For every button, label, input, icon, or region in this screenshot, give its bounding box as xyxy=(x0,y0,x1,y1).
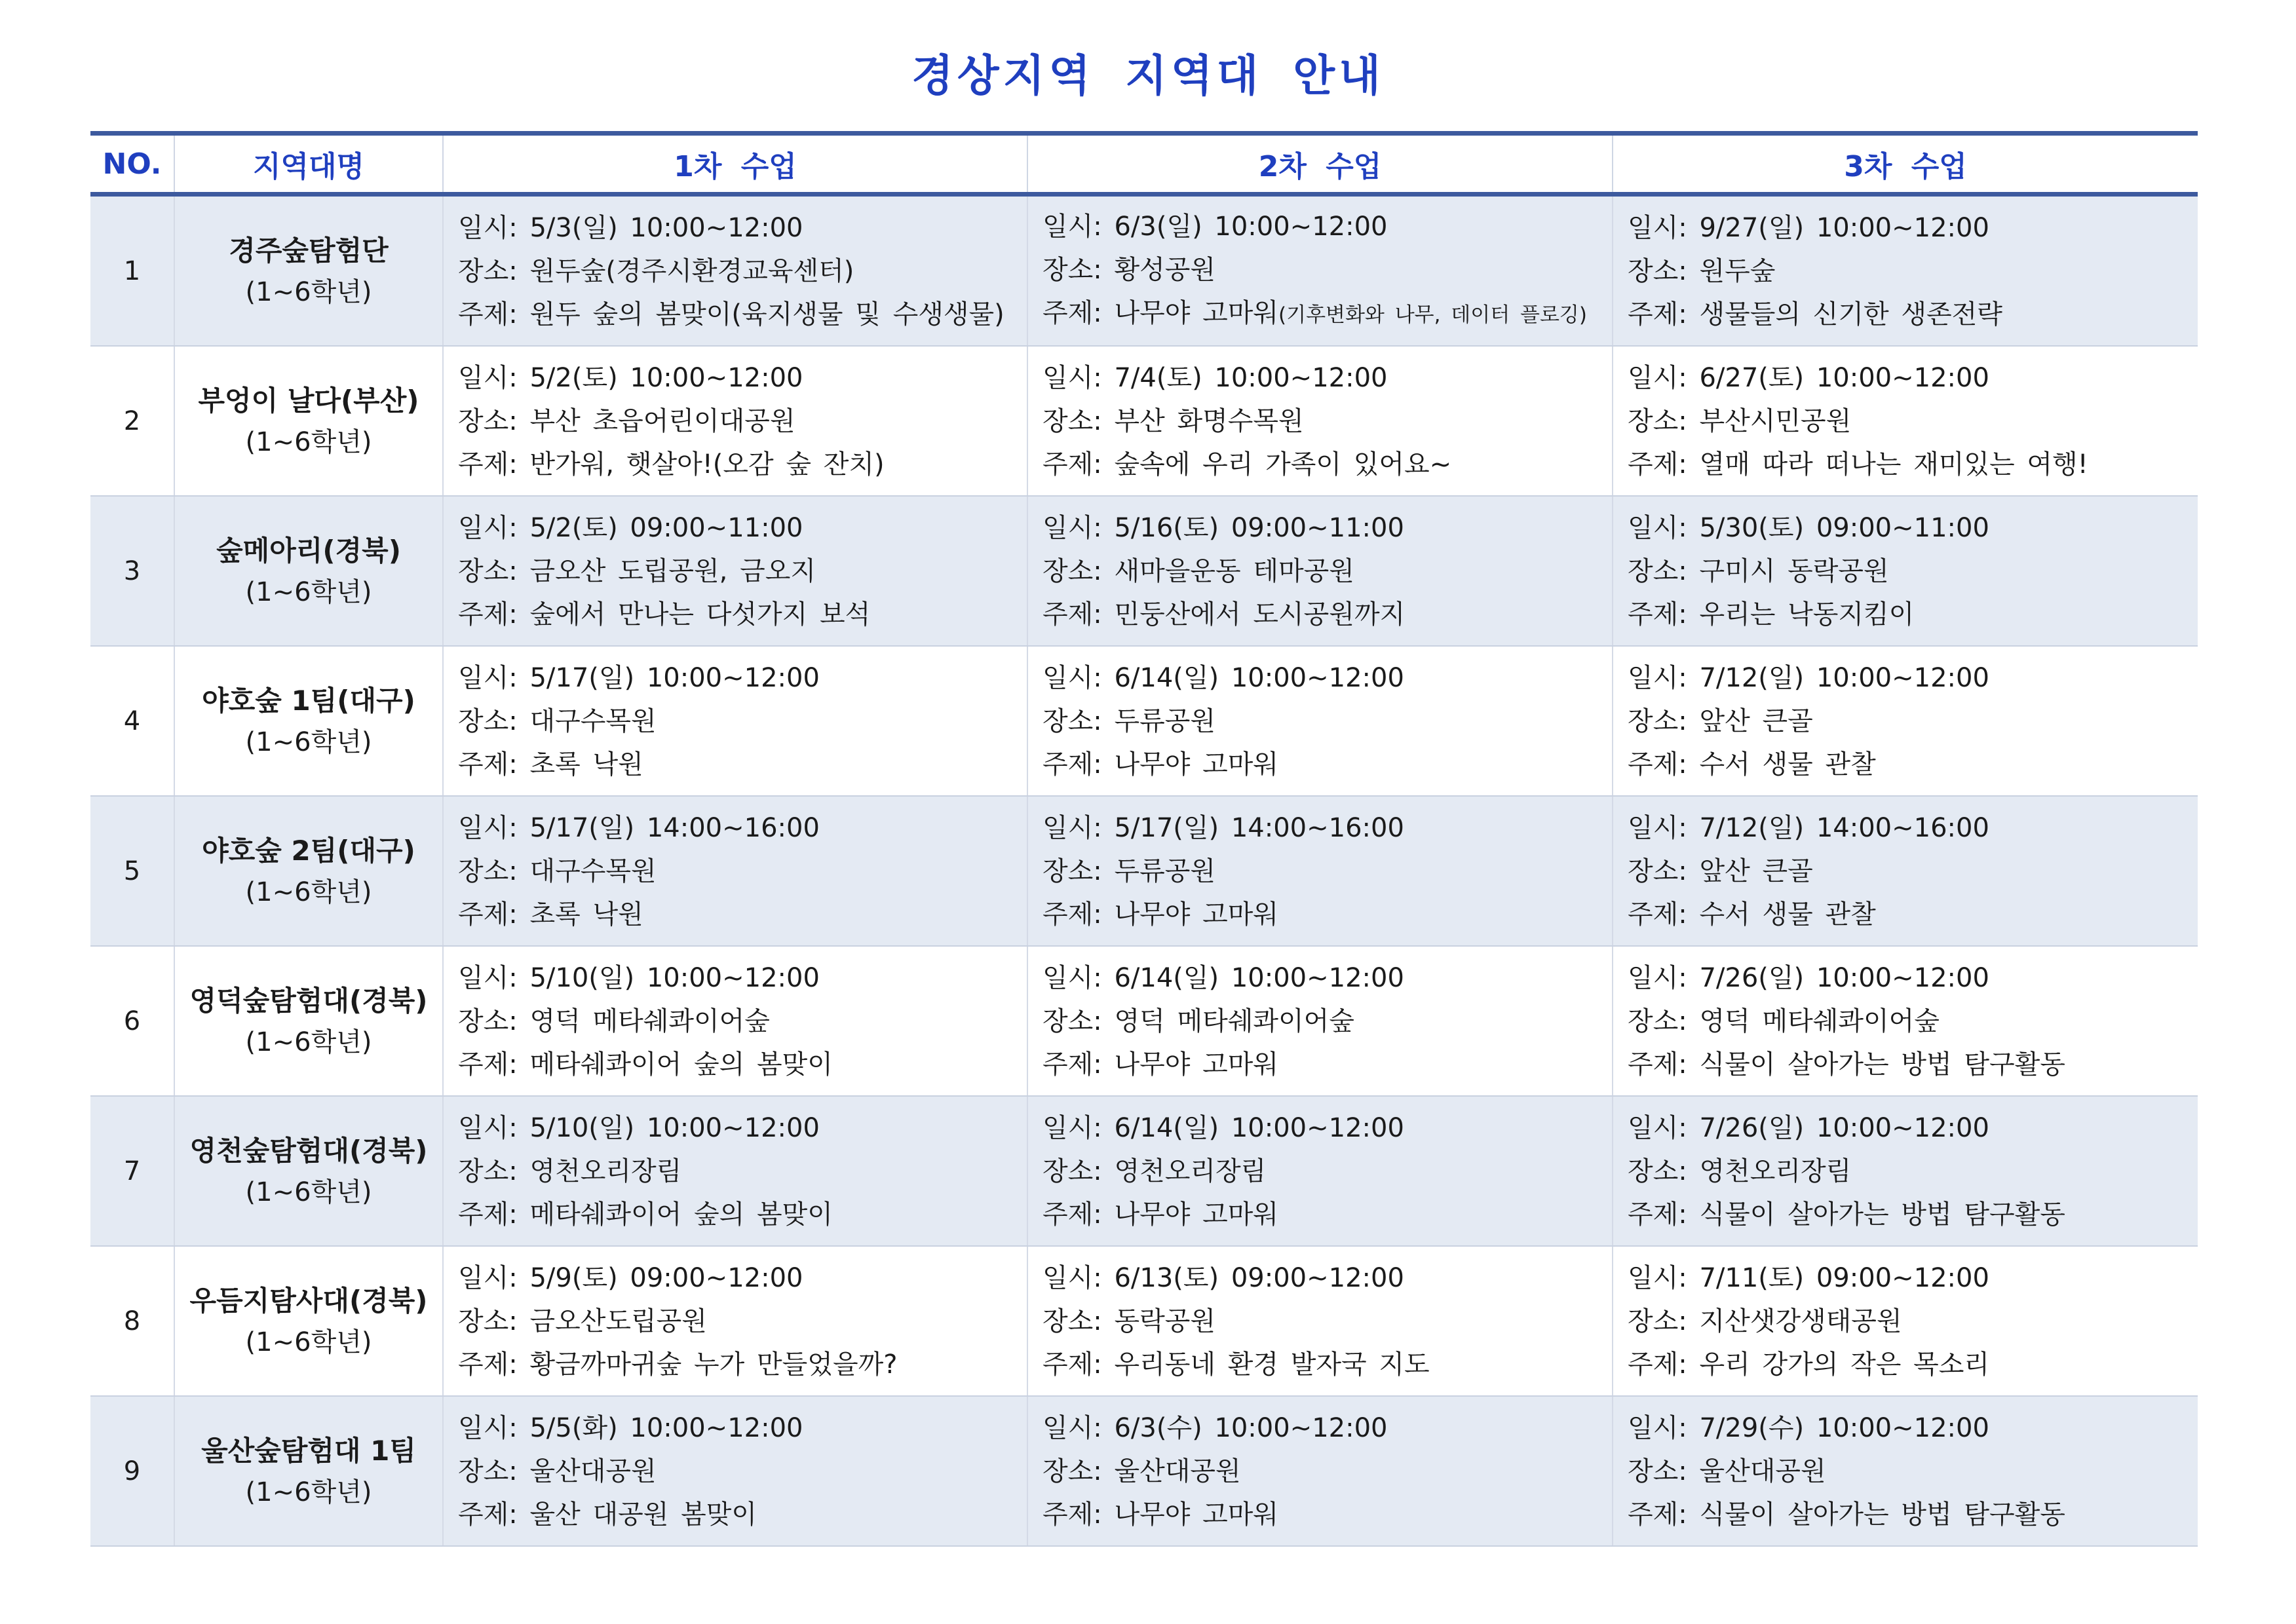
session-topic-text: 주제: 나무야 고마워 xyxy=(1043,1499,1279,1530)
team-cell xyxy=(174,1096,443,1246)
session-3-cell xyxy=(1613,796,2198,946)
session-1-cell xyxy=(443,1396,1027,1546)
session-3-cell xyxy=(1613,195,2198,347)
session-date xyxy=(1628,1407,2198,1450)
session-topic xyxy=(458,893,1027,936)
team-name: 부엉이 날다(부산) xyxy=(198,384,419,417)
session-3-cell xyxy=(1613,646,2198,796)
session-date xyxy=(458,656,1027,700)
table-row xyxy=(90,1096,2198,1246)
session-topic xyxy=(1043,1043,1612,1086)
session-place-text: 장소: 울산대공원 xyxy=(1043,1456,1241,1486)
session-date-text: 일시: 6/3(일) 10:00~12:00 xyxy=(1043,212,1388,242)
row-number: 2 xyxy=(90,346,174,496)
session-date-text: 일시: 7/12(일) 14:00~16:00 xyxy=(1628,812,1989,843)
team-name: 영천숲탐험대(경북) xyxy=(189,1134,428,1167)
session-topic-text: 주제: 울산 대공원 봄맞이 xyxy=(458,1499,757,1530)
session-3-cell xyxy=(1613,1246,2198,1396)
session-place-text: 장소: 새마을운동 테마공원 xyxy=(1043,556,1354,586)
header-no: NO. xyxy=(90,134,174,195)
session-date xyxy=(1043,205,1612,248)
session-date xyxy=(1043,656,1612,700)
session-1-cell xyxy=(443,646,1027,796)
session-date xyxy=(458,806,1027,850)
session-topic xyxy=(458,1493,1027,1536)
session-place xyxy=(1628,1300,2198,1343)
session-place-text: 장소: 앞산 큰골 xyxy=(1628,706,1813,736)
page-title: 경상지역 지역대 안내 xyxy=(911,50,1385,101)
session-place-text: 장소: 원두숲 xyxy=(1628,255,1776,286)
session-place xyxy=(1628,1450,2198,1493)
session-date xyxy=(458,956,1027,1000)
session-topic xyxy=(1628,893,2198,936)
session-place xyxy=(1043,700,1612,743)
session-topic xyxy=(458,1193,1027,1236)
session-date-text: 일시: 5/2(토) 10:00~12:00 xyxy=(458,362,803,393)
session-topic xyxy=(458,593,1027,636)
session-place xyxy=(1628,850,2198,893)
team-grade: (1~6학년) xyxy=(245,576,372,607)
session-date xyxy=(1628,956,2198,1000)
session-place xyxy=(1043,1450,1612,1493)
row-number: 1 xyxy=(90,195,174,347)
session-place xyxy=(1043,1150,1612,1193)
team-name: 울산숲탐험대 1팀 xyxy=(201,1434,416,1467)
team-grade: (1~6학년) xyxy=(245,1327,372,1357)
session-place xyxy=(458,850,1027,893)
session-date xyxy=(458,356,1027,400)
session-date-text: 일시: 5/17(일) 14:00~16:00 xyxy=(458,812,820,843)
session-place xyxy=(1043,550,1612,593)
session-date xyxy=(1043,506,1612,550)
session-topic-text: 주제: 나무야 고마워 xyxy=(1043,1049,1279,1080)
session-place-text: 장소: 금오산도립공원 xyxy=(458,1306,707,1336)
session-date-text: 일시: 9/27(일) 10:00~12:00 xyxy=(1628,212,1989,243)
session-place-text: 장소: 동락공원 xyxy=(1043,1306,1216,1336)
session-2-cell xyxy=(1027,1096,1613,1246)
session-topic xyxy=(1628,443,2198,486)
session-topic xyxy=(458,743,1027,786)
session-topic xyxy=(1043,1193,1612,1236)
session-place-text: 장소: 지산샛강생태공원 xyxy=(1628,1306,1902,1336)
team-cell xyxy=(174,346,443,496)
session-2-cell xyxy=(1027,195,1613,347)
header-session-1: 1차 수업 xyxy=(443,134,1027,195)
session-place-text: 장소: 구미시 동락공원 xyxy=(1628,556,1889,586)
session-date xyxy=(1043,956,1612,1000)
session-place xyxy=(1628,550,2198,593)
session-place-text: 장소: 앞산 큰골 xyxy=(1628,856,1813,886)
session-date xyxy=(1628,656,2198,700)
session-date-text: 일시: 6/14(일) 10:00~12:00 xyxy=(1043,1112,1404,1143)
session-place xyxy=(1043,1300,1612,1343)
session-date-text: 일시: 5/5(화) 10:00~12:00 xyxy=(458,1412,803,1443)
row-number: 3 xyxy=(90,496,174,646)
session-date xyxy=(1628,1106,2198,1150)
team-name: 영덕숲탐험대(경북) xyxy=(189,984,428,1017)
session-place-text: 장소: 부산 초읍어린이대공원 xyxy=(458,406,795,436)
row-number: 6 xyxy=(90,946,174,1096)
session-3-cell xyxy=(1613,1396,2198,1546)
session-place-text: 장소: 금오산 도립공원, 금오지 xyxy=(458,556,816,586)
session-topic-text: 주제: 원두 숲의 봄맞이(육지생물 및 수생생물) xyxy=(458,299,1004,330)
session-date xyxy=(458,206,1027,250)
session-date xyxy=(1043,1106,1612,1150)
session-topic xyxy=(1043,743,1612,786)
session-topic-text: 주제: 식물이 살아가는 방법 탐구활동 xyxy=(1628,1199,2065,1230)
row-number: 8 xyxy=(90,1246,174,1396)
session-topic-text: 주제: 수서 생물 관찰 xyxy=(1628,749,1876,780)
session-topic-text: 주제: 수서 생물 관찰 xyxy=(1628,899,1876,930)
session-date-text: 일시: 6/14(일) 10:00~12:00 xyxy=(1043,962,1404,993)
header-row xyxy=(90,134,2198,195)
session-place xyxy=(1628,1150,2198,1193)
session-topic-text: 주제: 황금까마귀숲 누가 만들었을까? xyxy=(458,1349,898,1380)
team-grade: (1~6학년) xyxy=(245,1477,372,1507)
session-topic-text: 주제: 우리는 낙동지킴이 xyxy=(1628,599,1915,630)
team-cell xyxy=(174,195,443,347)
row-number: 5 xyxy=(90,796,174,946)
session-date-text: 일시: 5/16(토) 09:00~11:00 xyxy=(1043,512,1404,543)
session-topic-text: 주제: 메타쉐콰이어 숲의 봄맞이 xyxy=(458,1199,833,1230)
session-date-text: 일시: 5/30(토) 09:00~11:00 xyxy=(1628,512,1989,543)
session-2-cell xyxy=(1027,346,1613,496)
session-3-cell xyxy=(1613,496,2198,646)
session-date xyxy=(1628,806,2198,850)
team-name: 야호숲 1팀(대구) xyxy=(202,684,415,717)
session-place xyxy=(1628,250,2198,293)
session-date xyxy=(1628,506,2198,550)
session-3-cell xyxy=(1613,346,2198,496)
team-grade: (1~6학년) xyxy=(245,727,372,757)
session-date-text: 일시: 6/3(수) 10:00~12:00 xyxy=(1043,1412,1388,1443)
session-place-text: 장소: 영덕 메타쉐콰이어숲 xyxy=(1043,1006,1354,1036)
session-topic xyxy=(1628,1193,2198,1236)
session-date-text: 일시: 7/29(수) 10:00~12:00 xyxy=(1628,1412,1989,1443)
table-row xyxy=(90,1396,2198,1546)
team-cell xyxy=(174,496,443,646)
header-session-3: 3차 수업 xyxy=(1613,134,2198,195)
session-place xyxy=(458,550,1027,593)
session-date xyxy=(1043,806,1612,850)
session-topic xyxy=(1043,1493,1612,1536)
session-topic-text: 주제: 생물들의 신기한 생존전략 xyxy=(1628,299,2002,330)
session-topic-text: 주제: 나무야 고마워 xyxy=(1043,1199,1279,1230)
table-row xyxy=(90,946,2198,1096)
session-date xyxy=(1628,1256,2198,1300)
session-topic xyxy=(1628,593,2198,636)
session-topic xyxy=(1043,893,1612,936)
team-name: 야호숲 2팀(대구) xyxy=(202,834,415,867)
session-topic-text: 주제: 식물이 살아가는 방법 탐구활동 xyxy=(1628,1049,2065,1080)
team-grade: (1~6학년) xyxy=(245,426,372,457)
session-topic xyxy=(458,1343,1027,1386)
table-row xyxy=(90,496,2198,646)
session-topic-text: 주제: 나무야 고마워 xyxy=(1043,298,1279,328)
session-2-cell xyxy=(1027,796,1613,946)
session-topic xyxy=(1628,1043,2198,1086)
session-place xyxy=(458,1000,1027,1043)
session-place-text: 장소: 대구수목원 xyxy=(458,706,657,736)
session-1-cell xyxy=(443,946,1027,1096)
team-cell xyxy=(174,1396,443,1546)
session-place xyxy=(1628,700,2198,743)
session-place xyxy=(1628,1000,2198,1043)
session-place-text: 장소: 대구수목원 xyxy=(458,856,657,886)
team-grade: (1~6학년) xyxy=(245,1027,372,1057)
session-2-cell xyxy=(1027,496,1613,646)
session-topic-text: 주제: 반가워, 햇살아!(오감 숲 잔치) xyxy=(458,449,885,480)
session-1-cell xyxy=(443,796,1027,946)
session-place xyxy=(458,1300,1027,1343)
session-topic-text: 주제: 초록 낙원 xyxy=(458,899,643,930)
session-date xyxy=(1628,356,2198,400)
session-1-cell xyxy=(443,346,1027,496)
session-topic xyxy=(458,1043,1027,1086)
table-row xyxy=(90,195,2198,347)
session-topic xyxy=(1043,1343,1612,1386)
row-number: 7 xyxy=(90,1096,174,1246)
session-2-cell xyxy=(1027,1246,1613,1396)
team-name: 숲메아리(경북) xyxy=(216,534,401,567)
session-place xyxy=(1043,850,1612,893)
session-place-text: 장소: 영천오리장림 xyxy=(1628,1156,1852,1186)
session-topic-text: 주제: 우리 강가의 작은 목소리 xyxy=(1628,1349,1990,1380)
session-topic-text: 주제: 메타쉐콰이어 숲의 봄맞이 xyxy=(458,1049,833,1080)
team-cell xyxy=(174,946,443,1096)
team-grade: (1~6학년) xyxy=(245,1177,372,1207)
session-date-text: 일시: 5/10(일) 10:00~12:00 xyxy=(458,962,820,993)
table-row xyxy=(90,646,2198,796)
session-3-cell xyxy=(1613,1096,2198,1246)
session-topic xyxy=(1628,1343,2198,1386)
session-place-text: 장소: 영천오리장림 xyxy=(1043,1156,1267,1186)
session-topic xyxy=(1628,1493,2198,1536)
session-topic-note: (기후변화와 나무, 데이터 플로깅) xyxy=(1278,303,1587,327)
session-place xyxy=(458,1450,1027,1493)
row-number: 4 xyxy=(90,646,174,796)
session-topic-text: 주제: 민둥산에서 도시공원까지 xyxy=(1043,599,1406,630)
session-1-cell xyxy=(443,496,1027,646)
session-date-text: 일시: 7/26(일) 10:00~12:00 xyxy=(1628,962,1989,993)
session-date xyxy=(458,1407,1027,1450)
session-date-text: 일시: 7/26(일) 10:00~12:00 xyxy=(1628,1112,1989,1143)
session-place xyxy=(458,700,1027,743)
session-topic xyxy=(1628,293,2198,336)
team-grade: (1~6학년) xyxy=(245,276,372,307)
session-place xyxy=(1043,400,1612,443)
session-place-text: 장소: 두류공원 xyxy=(1043,706,1216,736)
session-topic-text: 주제: 초록 낙원 xyxy=(458,749,643,780)
session-date xyxy=(458,506,1027,550)
session-3-cell xyxy=(1613,946,2198,1096)
session-place-text: 장소: 두류공원 xyxy=(1043,856,1216,886)
header-team: 지역대명 xyxy=(174,134,443,195)
session-1-cell xyxy=(443,1096,1027,1246)
session-topic-text: 주제: 나무야 고마워 xyxy=(1043,899,1279,930)
session-topic-text: 주제: 식물이 살아가는 방법 탐구활동 xyxy=(1628,1499,2065,1530)
session-topic xyxy=(458,443,1027,486)
session-place-text: 장소: 영덕 메타쉐콰이어숲 xyxy=(458,1006,770,1036)
session-topic-text: 주제: 열매 따라 떠나는 재미있는 여행! xyxy=(1628,449,2088,480)
team-cell xyxy=(174,796,443,946)
session-topic xyxy=(1043,292,1612,337)
session-topic xyxy=(1628,743,2198,786)
session-place xyxy=(1043,248,1612,292)
schedule-table xyxy=(90,131,2198,1547)
session-date xyxy=(1043,1407,1612,1450)
session-date xyxy=(458,1106,1027,1150)
session-place-text: 장소: 원두숲(경주시환경교육센터) xyxy=(458,255,854,286)
session-date xyxy=(1043,1256,1612,1300)
session-topic-text: 주제: 숲속에 우리 가족이 있어요~ xyxy=(1043,449,1452,480)
session-2-cell xyxy=(1027,646,1613,796)
session-place-text: 장소: 황성공원 xyxy=(1043,255,1216,285)
session-date-text: 일시: 5/2(토) 09:00~11:00 xyxy=(458,512,803,543)
session-date xyxy=(458,1256,1027,1300)
session-2-cell xyxy=(1027,946,1613,1096)
session-date xyxy=(1628,206,2198,250)
table-row xyxy=(90,346,2198,496)
session-date-text: 일시: 6/14(일) 10:00~12:00 xyxy=(1043,662,1404,693)
session-date-text: 일시: 6/27(토) 10:00~12:00 xyxy=(1628,362,1989,393)
session-date-text: 일시: 5/9(토) 09:00~12:00 xyxy=(458,1262,803,1293)
session-place-text: 장소: 영덕 메타쉐콰이어숲 xyxy=(1628,1006,1940,1036)
team-name: 경주숲탐험단 xyxy=(229,234,389,267)
session-1-cell xyxy=(443,1246,1027,1396)
team-name: 우듬지탐사대(경북) xyxy=(189,1284,428,1317)
session-place-text: 장소: 울산대공원 xyxy=(458,1456,657,1486)
table-row xyxy=(90,796,2198,946)
team-cell xyxy=(174,1246,443,1396)
session-date-text: 일시: 5/17(일) 10:00~12:00 xyxy=(458,662,820,693)
row-number: 9 xyxy=(90,1396,174,1546)
session-date-text: 일시: 7/11(토) 09:00~12:00 xyxy=(1628,1262,1989,1293)
session-place-text: 장소: 영천오리장림 xyxy=(458,1156,682,1186)
session-topic xyxy=(458,293,1027,336)
team-cell xyxy=(174,646,443,796)
session-place xyxy=(458,250,1027,293)
session-topic-text: 주제: 숲에서 만나는 다섯가지 보석 xyxy=(458,599,871,630)
header-session-2: 2차 수업 xyxy=(1027,134,1613,195)
table-row xyxy=(90,1246,2198,1396)
session-place-text: 장소: 부산 화명수목원 xyxy=(1043,406,1304,436)
session-topic-text: 주제: 나무야 고마워 xyxy=(1043,749,1279,780)
session-date-text: 일시: 6/13(토) 09:00~12:00 xyxy=(1043,1262,1404,1293)
session-date-text: 일시: 7/12(일) 10:00~12:00 xyxy=(1628,662,1989,693)
session-place xyxy=(1628,400,2198,443)
session-place-text: 장소: 울산대공원 xyxy=(1628,1456,1826,1486)
session-topic xyxy=(1043,593,1612,636)
session-place-text: 장소: 부산시민공원 xyxy=(1628,406,1852,436)
team-grade: (1~6학년) xyxy=(245,877,372,907)
session-date-text: 일시: 5/3(일) 10:00~12:00 xyxy=(458,212,803,243)
session-date-text: 일시: 7/4(토) 10:00~12:00 xyxy=(1043,362,1388,393)
session-1-cell xyxy=(443,195,1027,347)
session-place xyxy=(458,1150,1027,1193)
session-place xyxy=(458,400,1027,443)
session-topic xyxy=(1043,443,1612,486)
session-2-cell xyxy=(1027,1396,1613,1546)
session-topic-text: 주제: 우리동네 환경 발자국 지도 xyxy=(1043,1349,1430,1380)
session-date-text: 일시: 5/17(일) 14:00~16:00 xyxy=(1043,812,1404,843)
session-date-text: 일시: 5/10(일) 10:00~12:00 xyxy=(458,1112,820,1143)
session-date xyxy=(1043,356,1612,400)
session-place xyxy=(1043,1000,1612,1043)
